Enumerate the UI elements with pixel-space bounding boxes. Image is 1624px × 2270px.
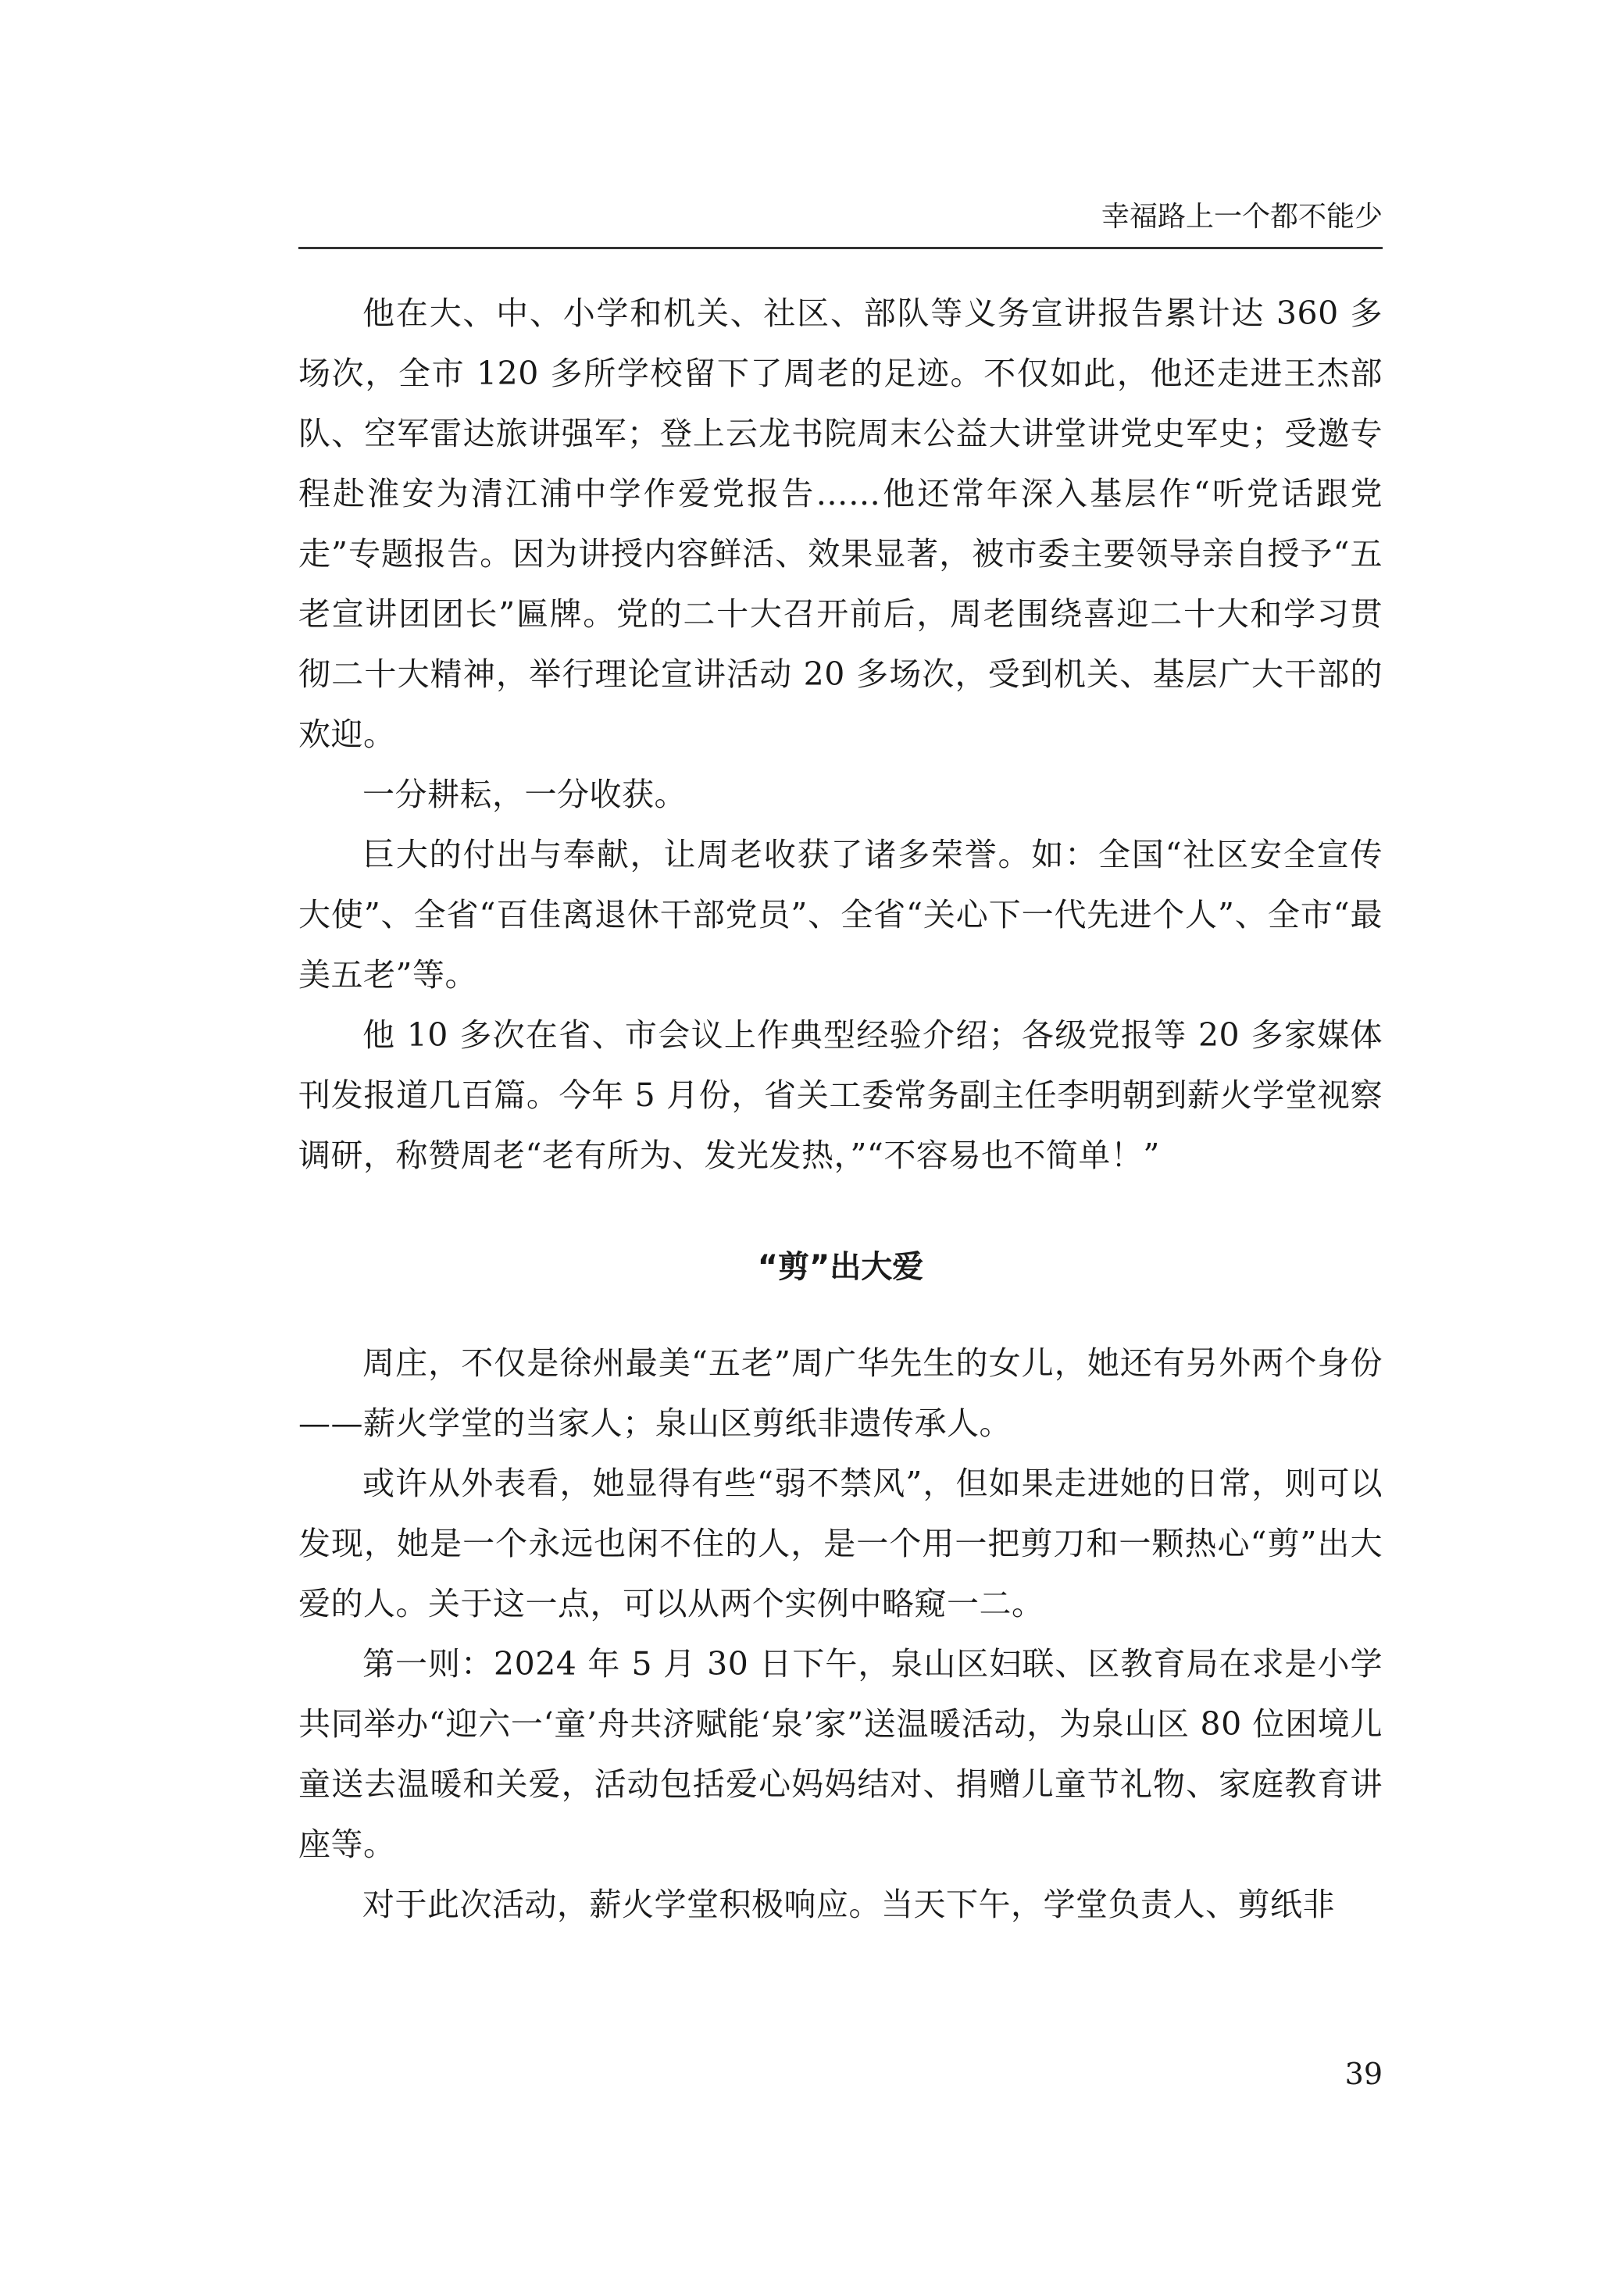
section-title: “剪”出大爱 [757, 1249, 924, 1285]
paragraph: 巨大的付出与奉献，让周老收获了诸多荣誉。如：全国“社区安全宣传大使”、全省“百佳离退休干部党员”、全省“关心下一代先进个人”、全市“最美五老”等。 [298, 836, 1383, 994]
header-rule [298, 247, 1383, 249]
paragraph: 第一则：2024 年 5 月 30 日下午，泉山区妇联、区教育局在求是小学共同举办“迎六一‘童’舟共济赋能‘泉’家”送温暖活动，为泉山区 80 位困境儿童送去温暖和关爱，活动包括爱心妈妈结对、捐赠儿童节礼物、家庭教育讲座等。 [298, 1645, 1383, 1863]
paragraph: 对于此次活动，薪火学堂积极响应。当天下午，学堂负责人、剪纸非 [362, 1886, 1335, 1923]
paragraph: 他 10 多次在省、市会议上作典型经验介绍；各级党报等 20 多家媒体刊发报道几百篇。今年 5 月份，省关工委常务副主任李明朝到薪火学堂视察调研，称赞周老“老有所为、发光发热，”“不容易也不简单！” [298, 1016, 1383, 1174]
page-number: 39 [1344, 2057, 1383, 2091]
body-text-top [298, 284, 1383, 1186]
paragraph: 周庄，不仅是徐州最美“五老”周广华先生的女儿，她还有另外两个身份——薪火学堂的当家人；泉山区剪纸非遗传承人。 [298, 1344, 1383, 1442]
paragraph: 或许从外表看，她显得有些“弱不禁风”，但如果走进她的日常，则可以发现，她是一个永远也闲不住的人，是一个用一把剪刀和一颗热心“剪”出大爱的人。关于这一点，可以从两个实例中略窥一二。 [298, 1465, 1383, 1622]
running-header: 幸福路上一个都不能少 [1101, 201, 1383, 233]
paragraph: 一分耕耘，一分收获。 [362, 776, 687, 813]
body-text-bottom [298, 1333, 1383, 1935]
paragraph: 他在大、中、小学和机关、社区、部队等义务宣讲报告累计达 360 多场次，全市 120 多所学校留下了周老的足迹。不仅如此，他还走进王杰部队、空军雷达旅讲强军；登上云龙书院周末公益大讲堂讲党史军史；受邀专程赴淮安为清江浦中学作爱党报告……他还常年深入基层作“听党话跟党走”专题报告。因为讲授内容鲜活、效果显著，被市委主要领导亲自授予“五老宣讲团团长”匾牌。党的二十大召开前后，周老围绕喜迎二十大和学习贯彻二十大精神，举行理论宣讲活动 20 多场次，受到机关、基层广大干部的欢迎。 [298, 294, 1383, 753]
